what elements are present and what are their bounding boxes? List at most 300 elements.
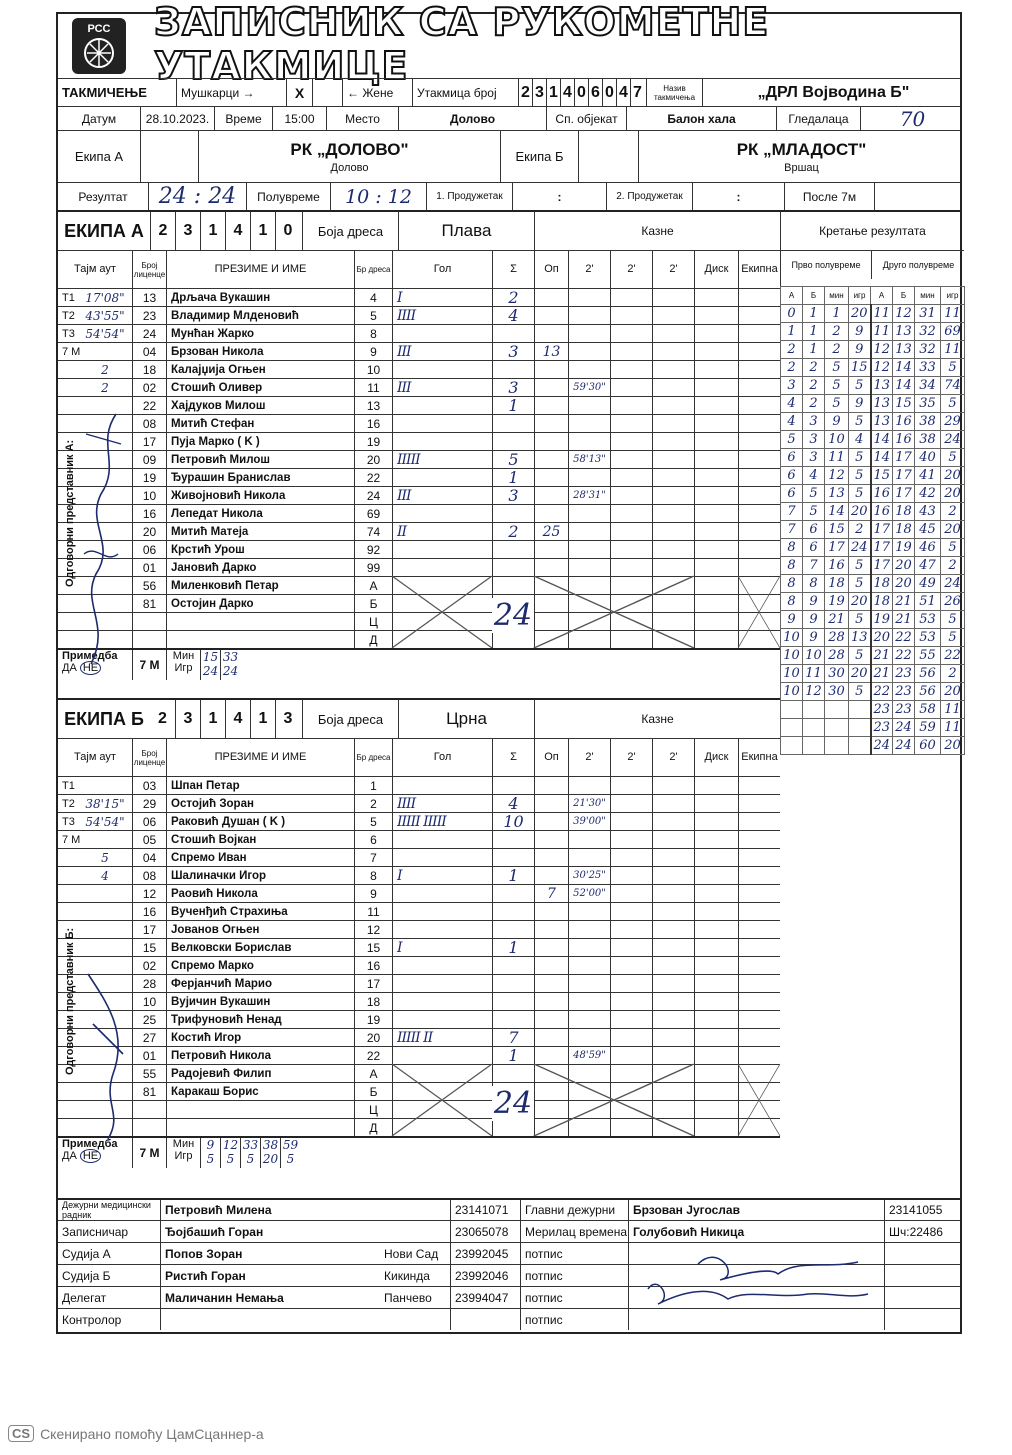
result-label: Резултат: [78, 189, 128, 204]
official-id: [450, 1309, 520, 1330]
progress-row: [781, 431, 965, 449]
disqualification: [694, 813, 738, 830]
goal-tally: I: [392, 867, 492, 884]
progress-cell: 2: [803, 377, 825, 395]
jersey-number: 6: [354, 831, 392, 848]
suspension-2: [610, 975, 652, 992]
warning-minute: [534, 541, 568, 558]
official-a-signature: [66, 404, 136, 674]
player-name: Ферјанчић Марио: [166, 975, 354, 992]
goal-sum: [492, 921, 534, 938]
team-b-label: Екипа Б: [500, 131, 578, 182]
progress-row: [781, 611, 965, 629]
progress-cell: 13: [871, 377, 893, 395]
suspension-3: [652, 903, 694, 920]
goal-tally: [392, 975, 492, 992]
progress-cell: 32: [915, 341, 941, 359]
match-number-digit: 4: [560, 79, 574, 106]
result-row: [58, 182, 960, 210]
goal-sum: [492, 325, 534, 342]
suspension-3: [652, 777, 694, 794]
license-number: 02: [132, 379, 166, 396]
license-number: 24: [132, 325, 166, 342]
goals-total: 24: [493, 1086, 533, 1121]
timeout-label: 7 M: [62, 345, 81, 358]
seven-m-entry: [280, 1138, 300, 1168]
jersey-number: 99: [354, 559, 392, 576]
goal-sum: [492, 433, 534, 450]
suspension-1: 48'59": [568, 1047, 610, 1064]
progress-cell: 56: [915, 683, 941, 701]
license-number: 22: [132, 397, 166, 414]
progress-cell: 15: [871, 467, 893, 485]
progress-cell: 20: [941, 737, 965, 755]
warning-minute: [534, 361, 568, 378]
suspension-2: [610, 307, 652, 324]
suspension-3: [652, 469, 694, 486]
women-mark: [312, 79, 342, 106]
progress-cell: 5: [941, 395, 965, 413]
date-value: 28.10.2023.: [140, 107, 214, 130]
player-name: Брзован Никола: [166, 343, 354, 360]
logo-text: РСС: [87, 23, 111, 35]
team-penalty: [738, 289, 780, 306]
suspension-1: 30'25": [568, 867, 610, 884]
warning-minute: 7: [534, 885, 568, 902]
two-min-col-label: 2': [568, 739, 610, 776]
timeout-value: 4: [101, 868, 109, 883]
warning-minute: [534, 415, 568, 432]
official-city: Нови Сад: [384, 1246, 439, 1261]
progress-cell: 16: [871, 503, 893, 521]
team-b-block: [638, 131, 964, 182]
goal-sum: [492, 777, 534, 794]
official-role: Записничар: [62, 1224, 129, 1239]
progress-cell: 33: [915, 359, 941, 377]
team-penalty: [738, 1011, 780, 1028]
jersey-number: 15: [354, 939, 392, 956]
jersey-number: Б: [354, 1083, 392, 1100]
jersey-number: 17: [354, 975, 392, 992]
progress-cell: 2: [803, 395, 825, 413]
disqualification: [694, 343, 738, 360]
team-penalty: [738, 795, 780, 812]
disqualification: [694, 577, 738, 594]
warning-minute: 25: [534, 523, 568, 540]
goal-sum: [492, 1011, 534, 1028]
progress-cell: 18: [893, 503, 915, 521]
progress-cell: 31: [915, 305, 941, 323]
goal-tally: [392, 993, 492, 1010]
goal-tally: [392, 903, 492, 920]
timeout-value: 2: [101, 362, 109, 377]
jersey-number: 5: [354, 307, 392, 324]
suspension-3: [652, 451, 694, 468]
progress-cell: 5: [941, 539, 965, 557]
progress-cell: 14: [871, 449, 893, 467]
player-name: [166, 1119, 354, 1136]
suspension-1: [568, 1011, 610, 1028]
team-b-city: Вршац: [784, 161, 819, 174]
progress-cell: 19: [893, 539, 915, 557]
progress-cell: 10: [781, 683, 803, 701]
suspension-3: [652, 505, 694, 522]
progress-cell: 22: [941, 647, 965, 665]
seven-m-player: 24: [202, 664, 219, 678]
progress-cell: 9: [849, 395, 871, 413]
seven-m-player: 5: [226, 1152, 235, 1166]
official-right-label: потпис: [520, 1287, 628, 1308]
progress-cell: 14: [893, 359, 915, 377]
progress-col-header: мин: [915, 287, 941, 305]
jersey-number: 22: [354, 469, 392, 486]
jersey-number: 20: [354, 451, 392, 468]
competition-row: [58, 78, 960, 106]
progress-row: [781, 377, 965, 395]
official-right-id: [884, 1309, 964, 1330]
progress-cell: 1: [803, 341, 825, 359]
team-b-code: [578, 131, 638, 182]
time-label: Време: [214, 107, 272, 130]
team-penalty: [738, 903, 780, 920]
progress-cell: 5: [849, 683, 871, 701]
remark-label: Примедба: [62, 1138, 118, 1150]
team-b-code-digit: 3: [275, 700, 300, 738]
suspension-3: [652, 813, 694, 830]
team-penalty: [738, 469, 780, 486]
goal-tally: IIII: [392, 307, 492, 324]
jersey-number: 69: [354, 505, 392, 522]
player-name: Шалиначки Игор: [166, 867, 354, 884]
goal-tally: III: [392, 379, 492, 396]
license-number: 18: [132, 361, 166, 378]
official-name: Попов Зоран: [160, 1243, 380, 1264]
warning-minute: [534, 903, 568, 920]
goal-sum: 4: [492, 307, 534, 324]
jersey-number: 24: [354, 487, 392, 504]
seven-m-minute: 33: [222, 650, 239, 664]
progress-cell: 17: [893, 467, 915, 485]
half-label: Полувреме: [246, 183, 330, 210]
women-arrow: ←: [347, 85, 359, 100]
progress-row: [781, 305, 965, 323]
official-right-label: потпис: [520, 1309, 628, 1330]
competition-label: ТАКМИЧЕЊЕ: [62, 85, 147, 100]
timeout-label: T3: [62, 327, 75, 340]
goal-sum: 2: [492, 289, 534, 306]
progress-row: [781, 413, 965, 431]
suspension-1: [568, 523, 610, 540]
progress-cell: 15: [825, 521, 849, 539]
progress-cell: 28: [825, 647, 849, 665]
remark-no[interactable]: НЕ: [80, 661, 101, 675]
disqualification: [694, 1047, 738, 1064]
disqualification: [694, 559, 738, 576]
progress-row: [781, 719, 965, 737]
men-cell: [176, 79, 286, 106]
official-role: Контролор: [62, 1312, 122, 1327]
player-row: [58, 974, 780, 992]
progress-cell: 18: [825, 575, 849, 593]
after7-label: После 7м: [784, 183, 874, 210]
progress-cell: 24: [871, 737, 893, 755]
goal-tally: [392, 559, 492, 576]
progress-cell: 10: [781, 629, 803, 647]
disqualification: [694, 307, 738, 324]
suspension-1: [568, 957, 610, 974]
progress-row: [781, 323, 965, 341]
progress-row: [781, 629, 965, 647]
progress-cell: 14: [871, 431, 893, 449]
progress-cell: 13: [871, 413, 893, 431]
license-number: 10: [132, 487, 166, 504]
progress-row: [781, 467, 965, 485]
suspension-2: [610, 289, 652, 306]
progress-cell: [849, 719, 871, 737]
venue-value: Балон хала: [626, 107, 776, 130]
suspension-3: [652, 795, 694, 812]
player-name: Петровић Милош: [166, 451, 354, 468]
progress-cell: 12: [871, 341, 893, 359]
match-number-digit: 3: [532, 79, 546, 106]
disqualification: [694, 595, 738, 612]
progress-cell: 30: [825, 665, 849, 683]
suspension-2: [610, 777, 652, 794]
player-row: [58, 324, 780, 342]
player-row: [58, 776, 780, 794]
official-id: 23992046: [450, 1265, 520, 1286]
player-row: [58, 956, 780, 974]
disqualification: [694, 631, 738, 648]
team-penalty: [738, 867, 780, 884]
player-name: Јованов Огњен: [166, 921, 354, 938]
team-penalty: [738, 343, 780, 360]
team-penalty: [738, 541, 780, 558]
timeout-value: 2: [101, 380, 109, 395]
progress-cell: 10: [803, 647, 825, 665]
progress-cell: 3: [803, 449, 825, 467]
suspension-2: [610, 343, 652, 360]
goal-sum: 2: [492, 523, 534, 540]
progress-cell: [781, 701, 803, 719]
two-min-col-label: 2': [652, 251, 694, 288]
time-value: 15:00: [272, 107, 326, 130]
player-row: [58, 1028, 780, 1046]
progress-cell: 6: [803, 539, 825, 557]
progress-cell: 40: [915, 449, 941, 467]
progress-col-header: А: [871, 287, 893, 305]
official-city: [380, 1309, 450, 1330]
goal-tally: III: [392, 343, 492, 360]
progress-cell: 11: [871, 323, 893, 341]
progress-cell: 18: [871, 593, 893, 611]
name-col-label: ПРЕЗИМЕ И ИМЕ: [166, 739, 354, 776]
team-penalty: [738, 451, 780, 468]
progress-cell: 12: [871, 359, 893, 377]
official-role: Делегат: [62, 1290, 107, 1305]
progress-cell: 8: [781, 593, 803, 611]
timeout-value: 54'54": [85, 326, 125, 341]
timeout-label: T2: [62, 797, 75, 810]
jersey-number: 22: [354, 1047, 392, 1064]
crossed-out-box: [738, 1064, 780, 1136]
progress-cell: 6: [803, 521, 825, 539]
progress-cell: 10: [781, 647, 803, 665]
disqualification: [694, 397, 738, 414]
progress-cell: 21: [825, 611, 849, 629]
disqualification: [694, 1083, 738, 1100]
team-a-code-digits: [150, 212, 302, 250]
ot1-value: :: [512, 183, 606, 210]
two-min-col-label: 2': [568, 251, 610, 288]
disqualification: [694, 469, 738, 486]
disqualification: [694, 415, 738, 432]
timeout-label: T3: [62, 815, 75, 828]
goal-sum: [492, 993, 534, 1010]
progress-cell: 9: [803, 593, 825, 611]
goal-tally: [392, 433, 492, 450]
player-row: [58, 342, 780, 360]
official-label: Одговорни представник Б:: [64, 927, 76, 1075]
remark-yes[interactable]: ДА: [62, 1150, 77, 1162]
remark-yes[interactable]: ДА: [62, 662, 77, 674]
goal-sum: 5: [492, 451, 534, 468]
goal-sum: [492, 975, 534, 992]
team-a-code-digit: 1: [250, 212, 275, 250]
progress-cell: 46: [915, 539, 941, 557]
license-number: 15: [132, 939, 166, 956]
goal-sum: [492, 361, 534, 378]
progress-cell: 11: [803, 665, 825, 683]
player-row: [58, 414, 780, 432]
progress-header: [780, 250, 964, 288]
goal-tally: [392, 831, 492, 848]
goal-sum: [492, 577, 534, 594]
suspension-1: [568, 325, 610, 342]
seven-m-player: 5: [286, 1152, 295, 1166]
official-city: [380, 1200, 450, 1220]
progress-cell: 11: [941, 305, 965, 323]
goal-sum: [492, 1065, 534, 1082]
date-row: [58, 106, 960, 130]
player-name: Раовић Никола: [166, 885, 354, 902]
suspension-3: [652, 343, 694, 360]
competition-name: „ДРЛ Војводина Б": [702, 79, 964, 106]
seven-m-player: 24: [222, 664, 239, 678]
progress-row: [781, 503, 965, 521]
warning-minute: [534, 469, 568, 486]
official-id: 23992045: [450, 1243, 520, 1264]
progress-cell: 21: [893, 593, 915, 611]
team-b-header: [58, 698, 780, 738]
goal-tally: II: [392, 523, 492, 540]
team-penalty: [738, 1029, 780, 1046]
progress-cell: 29: [941, 413, 965, 431]
suspension-2: [610, 361, 652, 378]
disqualification: [694, 975, 738, 992]
timeout-label: 7 M: [62, 833, 81, 846]
remark-no[interactable]: НЕ: [80, 1149, 101, 1163]
disqualification: [694, 777, 738, 794]
goal-sum: [492, 559, 534, 576]
page-title: ЗАПИСНИК СА РУКОМЕТНЕ УТАКМИЦЕ: [154, 0, 770, 88]
scanner-footer: [8, 1425, 264, 1442]
license-number: 19: [132, 469, 166, 486]
team-b-column-header: [58, 738, 780, 776]
progress-cell: 5: [941, 449, 965, 467]
progress-cell: 5: [849, 449, 871, 467]
suspension-3: [652, 289, 694, 306]
progress-cell: 12: [893, 305, 915, 323]
suspension-1: 39'00": [568, 813, 610, 830]
goal-col-label: Гол: [392, 739, 492, 776]
progress-cell: 1: [825, 305, 849, 323]
team-a-column-header: [58, 250, 780, 288]
progress-cell: 28: [825, 629, 849, 647]
goal-tally: [392, 1047, 492, 1064]
progress-cell: 9: [781, 611, 803, 629]
warning-minute: [534, 487, 568, 504]
score-progress-table: [780, 286, 965, 755]
progress-cell: 51: [915, 593, 941, 611]
progress-row: [781, 665, 965, 683]
team-col-label: Екипна: [738, 739, 780, 776]
progress-cell: 41: [915, 467, 941, 485]
player-name: Стошић Оливер: [166, 379, 354, 396]
player-row: [58, 432, 780, 450]
official-right-id: Шч:22486: [884, 1221, 964, 1242]
player-row: [58, 794, 780, 812]
license-number: 17: [132, 433, 166, 450]
player-row: [58, 540, 780, 558]
progress-cell: 23: [893, 683, 915, 701]
progress-col-header: игр: [849, 287, 871, 305]
goal-tally: [392, 325, 492, 342]
progress-col-header: игр: [941, 287, 965, 305]
timeout-value: [78, 831, 132, 848]
goal-sum: 1: [492, 1047, 534, 1064]
player-name: Костић Игор: [166, 1029, 354, 1046]
progress-row: [781, 575, 965, 593]
team-b-code-digit: 1: [250, 700, 275, 738]
progress-cell: 11: [825, 449, 849, 467]
progress-row: [781, 737, 965, 755]
official-role: Дежурни медицински радник: [62, 1200, 151, 1220]
progress-row: [781, 485, 965, 503]
suspension-3: [652, 487, 694, 504]
license-number: 56: [132, 577, 166, 594]
suspension-1: [568, 975, 610, 992]
seven-m-minute: 9: [206, 1138, 215, 1152]
suspension-3: [652, 849, 694, 866]
progress-cell: 24: [941, 431, 965, 449]
warning-minute: [534, 957, 568, 974]
goal-tally: [392, 849, 492, 866]
on-col-label: Оп: [534, 739, 568, 776]
progress-cell: 9: [803, 611, 825, 629]
license-number: 81: [132, 595, 166, 612]
progress-cell: 2: [781, 341, 803, 359]
progress-cell: 2: [941, 557, 965, 575]
disqualification: [694, 1101, 738, 1118]
jersey-number: 12: [354, 921, 392, 938]
player-name: Шпан Петар: [166, 777, 354, 794]
scanner-text: Скенирано помоћу ЦамСцаннер-а: [40, 1425, 264, 1442]
suspension-3: [652, 1029, 694, 1046]
team-penalty: [738, 957, 780, 974]
goal-col-label: Гол: [392, 251, 492, 288]
progress-cell: 3: [803, 413, 825, 431]
